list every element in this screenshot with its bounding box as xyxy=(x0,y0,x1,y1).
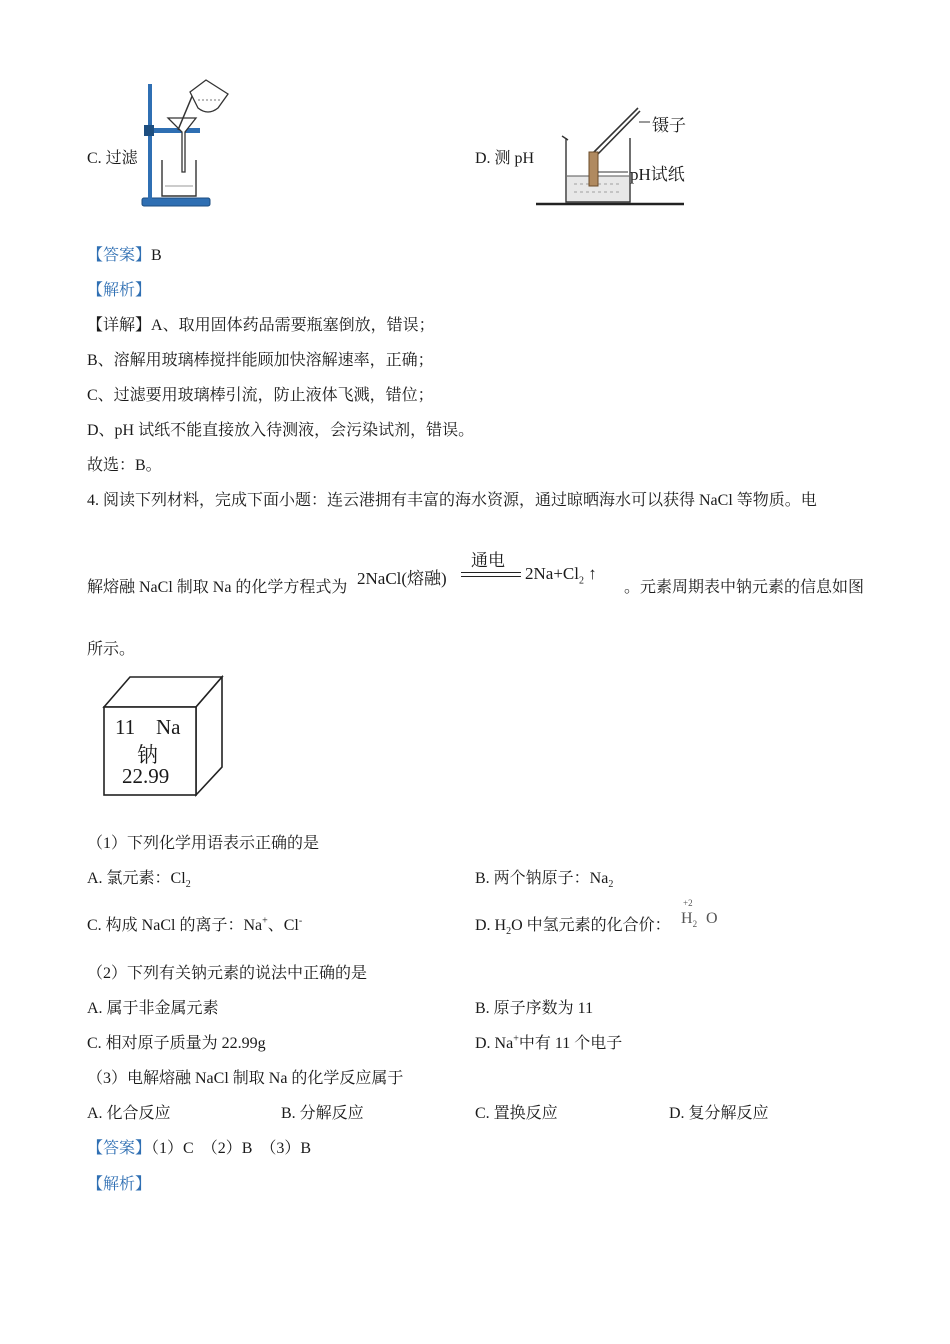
sub1-option-a[interactable]: A. 氯元素：$Cl_2$ xyxy=(87,870,191,891)
sub1-option-c[interactable]: C. 构成 NaCl 的离子：Na+、Cl- xyxy=(87,915,303,934)
sub1-option-d[interactable]: D. $H_2O$ 中氢元素的化合价： xyxy=(475,917,671,938)
q4-answer-tag: 【答案】 xyxy=(87,1140,152,1157)
option-c-label: C. 过滤 xyxy=(87,150,138,167)
tweezers-label: 镊子 xyxy=(652,116,686,135)
sub1-option-b[interactable]: B. 两个钠原子：$Na_2$ xyxy=(475,870,614,891)
sub3-option-a[interactable]: A. 化合反应 xyxy=(87,1105,171,1122)
q3-detail-line-c: C、过滤要用玻璃棒引流，防止液体飞溅，错位； xyxy=(87,387,434,404)
detail-text: A、取用固体药品需要瓶塞倒放，错误； xyxy=(151,317,435,334)
element-atomic-number: 11 xyxy=(115,715,136,739)
valence-value: +2 xyxy=(683,898,693,908)
valence-o: O xyxy=(706,910,718,927)
q4-intro-line-3: 所示。 xyxy=(87,641,136,658)
q4-analysis-tag: 【解析】 xyxy=(87,1176,152,1193)
sub2-option-c[interactable]: C. 相对原子质量为 22.99g xyxy=(87,1035,266,1052)
sub3-stem: （3）电解熔融 NaCl 制取 Na 的化学反应属于 xyxy=(87,1070,404,1087)
electrolysis-equation xyxy=(357,546,625,592)
q4-intro-line-2b: 。元素周期表中钠元素的信息如图 xyxy=(624,579,865,596)
sub2-option-d[interactable]: D. Na+中有 11 个电子 xyxy=(475,1033,623,1052)
q4-answer-value: （1）C （2）B （3）B xyxy=(151,1140,312,1157)
sub2-stem: （2）下列有关钠元素的说法中正确的是 xyxy=(87,965,368,982)
sub2-option-a[interactable]: A. 属于非金属元素 xyxy=(87,1000,219,1017)
sub2-option-b[interactable]: B. 原子序数为 11 xyxy=(475,1000,594,1017)
option-d-label: D. 测 pH xyxy=(475,150,535,167)
element-mass: 22.99 xyxy=(122,764,170,788)
equation-left: 2NaCl(熔融) xyxy=(357,569,447,588)
q3-detail-line-d: D、pH 试纸不能直接放入待测液，会污染试剂，错误。 xyxy=(87,422,475,439)
valence-h: $H_2$ xyxy=(681,910,698,930)
detail-tag: 【详解】 xyxy=(87,317,152,334)
q4-intro-line-1: 4. 阅读下列材料，完成下面小题：连云港拥有丰富的海水资源，通过晾晒海水可以获得 NaCl 等物质。电 xyxy=(87,492,817,509)
q4-intro-line-2a: 解熔融 NaCl 制取 Na 的化学方程式为 xyxy=(87,579,348,596)
element-name: 钠 xyxy=(137,743,158,767)
ph-paper-label: pH试纸 xyxy=(630,165,685,184)
answer-value: B xyxy=(151,247,162,264)
q3-detail-line-a xyxy=(87,312,435,335)
valence-formula xyxy=(681,898,725,930)
q3-conclusion: 故选：B。 xyxy=(87,457,162,474)
answer-tag: 【答案】 xyxy=(87,247,152,264)
q3-detail-line-b: B、溶解用玻璃棒搅拌能顾加快溶解速率，正确； xyxy=(87,352,434,369)
element-symbol: Na xyxy=(156,715,181,739)
sub3-option-d[interactable]: D. 复分解反应 xyxy=(669,1105,769,1122)
sub3-option-c[interactable]: C. 置换反应 xyxy=(475,1105,558,1122)
filtration-apparatus-figure xyxy=(138,76,240,210)
sub1-stem: （1）下列化学用语表示正确的是 xyxy=(87,835,320,852)
sodium-element-box xyxy=(100,675,226,799)
sub3-option-b[interactable]: B. 分解反应 xyxy=(281,1105,364,1122)
q3-analysis-tag: 【解析】 xyxy=(87,282,152,299)
q3-answer xyxy=(87,242,162,265)
equation-condition: 通电 xyxy=(471,551,505,571)
equation-right: $2Na+Cl_2$ ↑ xyxy=(525,564,597,587)
q4-answer xyxy=(87,1135,311,1158)
